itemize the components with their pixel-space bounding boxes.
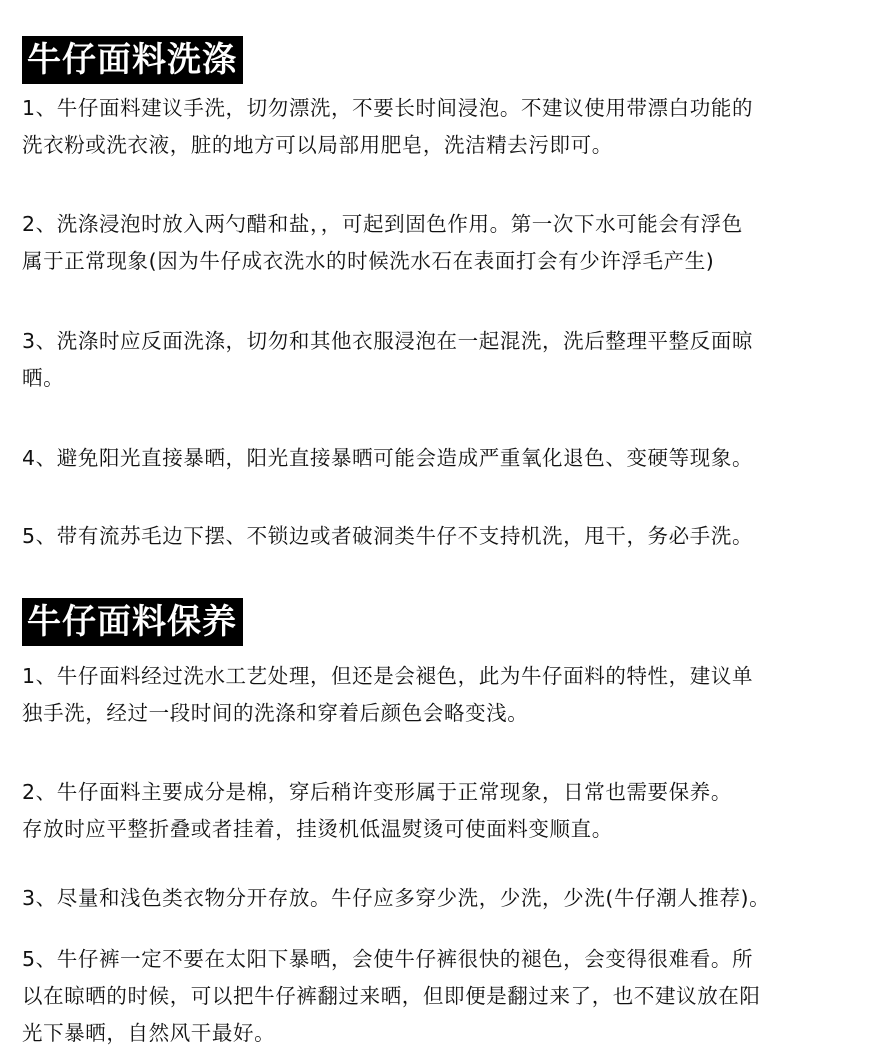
paragraph-line: 1、牛仔面料建议手洗，切勿漂洗，不要长时间浸泡。不建议使用带漂白功能的	[22, 96, 754, 120]
section-title-care: 牛仔面料保养	[22, 598, 243, 646]
washing-paragraph-3	[22, 323, 862, 397]
paragraph-line: 洗衣粉或洗衣液，脏的地方可以局部用肥皂，洗洁精去污即可。	[22, 133, 613, 157]
paragraph-line: 存放时应平整折叠或者挂着，挂烫机低温熨烫可使面料变顺直。	[22, 817, 613, 841]
paragraph-line: 3、洗涤时应反面洗涤，切勿和其他衣服浸泡在一起混洗，洗后整理平整反面晾	[22, 329, 754, 353]
washing-paragraph-2	[22, 206, 862, 280]
section-title-washing: 牛仔面料洗涤	[22, 36, 243, 84]
care-paragraph-5	[22, 941, 862, 1052]
paragraph-line: 以在晾晒的时候，可以把牛仔裤翻过来晒，但即便是翻过来了，也不建议放在阳	[22, 984, 761, 1008]
paragraph-line: 晒。	[22, 366, 65, 390]
paragraph-line: 5、牛仔裤一定不要在太阳下暴晒，会使牛仔裤很快的褪色，会变得很难看。所	[22, 947, 754, 971]
washing-paragraph-5	[22, 518, 862, 555]
paragraph-line: 4、避免阳光直接暴晒，阳光直接暴晒可能会造成严重氧化退色、变硬等现象。	[22, 446, 754, 470]
care-paragraph-1	[22, 658, 862, 732]
care-paragraph-3	[22, 880, 862, 917]
paragraph-line: 5、带有流苏毛边下摆、不锁边或者破洞类牛仔不支持机洗，甩干，务必手洗。	[22, 524, 754, 548]
paragraph-line: 光下暴晒，自然风干最好。	[22, 1021, 276, 1045]
paragraph-line: 2、洗涤浸泡时放入两勺醋和盐，，可起到固色作用。第一次下水可能会有浮色	[22, 212, 743, 236]
washing-paragraph-1	[22, 90, 862, 164]
paragraph-line: 2、牛仔面料主要成分是棉，穿后稍许变形属于正常现象，日常也需要保养。	[22, 780, 732, 804]
paragraph-line: 独手洗，经过一段时间的洗涤和穿着后颜色会略变浅。	[22, 701, 529, 725]
paragraph-line: 属于正常现象(因为牛仔成衣洗水的时候洗水石在表面打会有少许浮毛产生)	[22, 249, 715, 273]
paragraph-line: 3、尽量和浅色类衣物分开存放。牛仔应多穿少洗，少洗，少洗(牛仔潮人推荐)。	[22, 886, 771, 910]
care-paragraph-2	[22, 774, 862, 848]
washing-paragraph-4	[22, 440, 862, 477]
paragraph-line: 1、牛仔面料经过洗水工艺处理，但还是会褪色，此为牛仔面料的特性，建议单	[22, 664, 754, 688]
